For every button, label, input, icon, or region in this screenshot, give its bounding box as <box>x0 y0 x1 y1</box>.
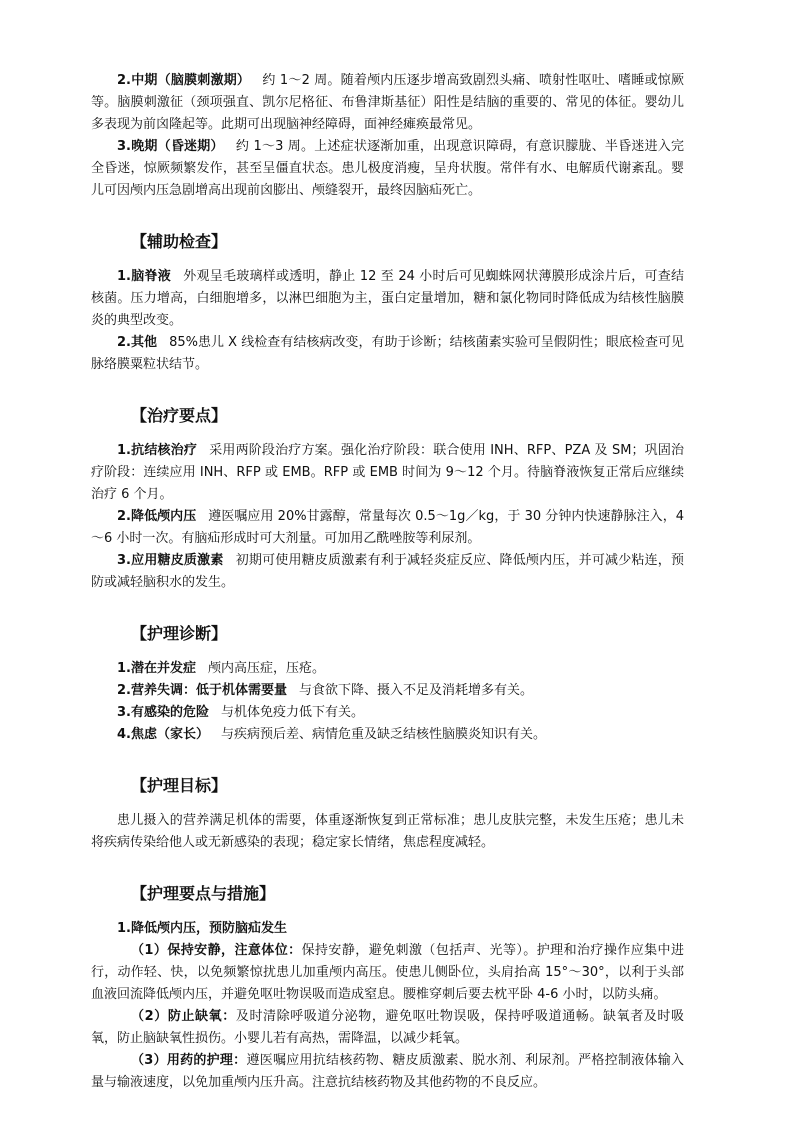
measure-1-title: （1）保持安静，注意体位： <box>131 943 302 958</box>
treat-heading: 【治疗要点】 <box>131 406 228 425</box>
stage3-body: 约 1～3 周。上述症状逐渐加重，出现意识障碍，有意识朦胧、半昏迷进入完全昏迷，惊厥频繁发作，甚至呈僵直状态。患儿极度消瘦，呈舟状腹。常伴有水、电解质代谢紊乱。婴儿可因颅内压急剧增高出现前囟膨出、颅缝裂开，最终因脑疝死亡。 <box>91 139 685 198</box>
diag-item-1-title: 1.潜在并发症 <box>117 661 196 676</box>
measures-subtitle: 1.降低颅内压，预防脑疝发生 <box>117 921 287 936</box>
diag-item-1-body: 颅内高压症，压疮。 <box>207 661 325 676</box>
stage2-body: 约 1～2 周。随着颅内压逐步增高致剧烈头痛、喷射性呕吐、嗜睡或惊厥等。脑膜刺激征（颈项强直、凯尔尼格征、布鲁津斯基征）阳性是结脑的重要的、常见的体征。婴幼儿多表现为前囟隆起等。此期可出现脑神经障碍，面神经瘫痪最常见。 <box>91 73 684 132</box>
diag-item-4-title: 4.焦虑（家长） <box>117 727 209 742</box>
goal-heading: 【护理目标】 <box>131 776 228 795</box>
aux-heading: 【辅助检查】 <box>131 232 228 251</box>
aux-item-1-title: 1.脑脊液 <box>117 269 171 284</box>
diag-item-4-body: 与疾病预后差、病情危重及缺乏结核性脑膜炎知识有关。 <box>220 727 546 742</box>
diag-heading: 【护理诊断】 <box>131 624 228 643</box>
measure-2-title: （2）防止缺氧： <box>131 1009 236 1024</box>
measures-heading: 【护理要点与措施】 <box>131 884 276 903</box>
measure-3-body: 遵医嘱应用抗结核药物、糖皮质激素、脱水剂、利尿剂。严格控制液体输入量与输液速度，以免加重颅内压升高。注意抗结核药物及其他药物的不良反应。 <box>91 1053 684 1090</box>
diag-item-2-body: 与食欲下降、摄入不足及消耗增多有关。 <box>298 683 533 698</box>
diag-item-3 <box>91 702 684 724</box>
measure-3-title: （3）用药的护理： <box>131 1053 247 1068</box>
diag-item-1 <box>91 658 684 680</box>
aux-item-1-body: 外观呈毛玻璃样或透明，静止 12 至 24 小时后可见蜘蛛网状薄膜形成涂片后，可查结核菌。压力增高，白细胞增多，以淋巴细胞为主，蛋白定量增加，糖和氯化物同时降低成为结核性脑膜炎的典型改变。 <box>91 269 684 328</box>
diag-item-2-title: 2.营养失调：低于机体需要量 <box>117 683 287 698</box>
diag-item-3-title: 3.有感染的危险 <box>117 705 209 720</box>
measure-2-body: 及时清除呼吸道分泌物，避免呕吐物误吸，保持呼吸道通畅。缺氧者及时吸氧，防止脑缺氧性损伤。小婴儿若有高热，需降温，以减少耗氧。 <box>91 1009 684 1046</box>
treat-item-2 <box>91 506 684 550</box>
treat-item-1-title: 1.抗结核治疗 <box>117 443 198 458</box>
stage3-paragraph <box>91 136 684 202</box>
measure-1-body: 保持安静，避免刺激（包括声、光等）。护理和治疗操作应集中进行，动作轻、快，以免频繁惊扰患儿加重颅内高压。使患儿侧卧位，头肩抬高 15°～30°，以利于头部血液回流降低颅内压，并避免呕吐物误吸而造成窒息。腰椎穿刺后要去枕平卧 4-6 小时，以防头痛。 <box>91 943 684 1002</box>
diag-item-3-body: 与机体免疫力低下有关。 <box>220 705 364 720</box>
goal-paragraph: 患儿摄入的营养满足机体的需要，体重逐渐恢复到正常标准；患儿皮肤完整，未发生压疮；患儿未将疾病传染给他人或无新感染的表现；稳定家长情绪，焦虑程度减轻。 <box>91 813 684 850</box>
treat-item-1-body: 采用两阶段治疗方案。强化治疗阶段：联合使用 INH、RFP、PZA 及 SM；巩固治疗阶段：连续应用 INH、RFP 或 EMB。RFP 或 EMB 时间为 9～12 个月。待脑脊液恢复正常后应继续治疗 6 个月。 <box>91 443 685 502</box>
measure-3 <box>91 1050 684 1094</box>
treat-item-2-body: 遵医嘱应用 20%甘露醇，常量每次 0.5～1g／kg，于 30 分钟内快速静脉注入，4～6 小时一次。有脑疝形成时可大剂量。可加用乙酰唑胺等利尿剂。 <box>91 509 685 546</box>
diag-item-2 <box>91 680 684 702</box>
aux-item-2 <box>91 332 684 376</box>
measure-1 <box>91 940 684 1006</box>
aux-item-2-body: 85%患儿 X 线检查有结核病改变，有助于诊断；结核菌素实验可呈假阴性；眼底检查可见脉络膜粟粒状结节。 <box>91 335 684 372</box>
treat-item-1 <box>91 440 684 506</box>
aux-item-2-title: 2.其他 <box>117 335 158 350</box>
stage3-title: 3.晚期（昏迷期） <box>117 139 224 154</box>
stage2-title: 2.中期（脑膜刺激期） <box>117 73 251 88</box>
stage2-paragraph <box>91 70 684 136</box>
treat-item-3 <box>91 550 684 594</box>
diag-item-4 <box>91 724 684 746</box>
aux-item-1 <box>91 266 684 332</box>
treat-item-3-title: 3.应用糖皮质激素 <box>117 553 224 568</box>
treat-item-2-title: 2.降低颅内压 <box>117 509 197 524</box>
measure-2 <box>91 1006 684 1050</box>
treat-item-3-body: 初期可使用糖皮质激素有利于减轻炎症反应、降低颅内压，并可减少粘连，预防或减轻脑积水的发生。 <box>91 553 684 590</box>
